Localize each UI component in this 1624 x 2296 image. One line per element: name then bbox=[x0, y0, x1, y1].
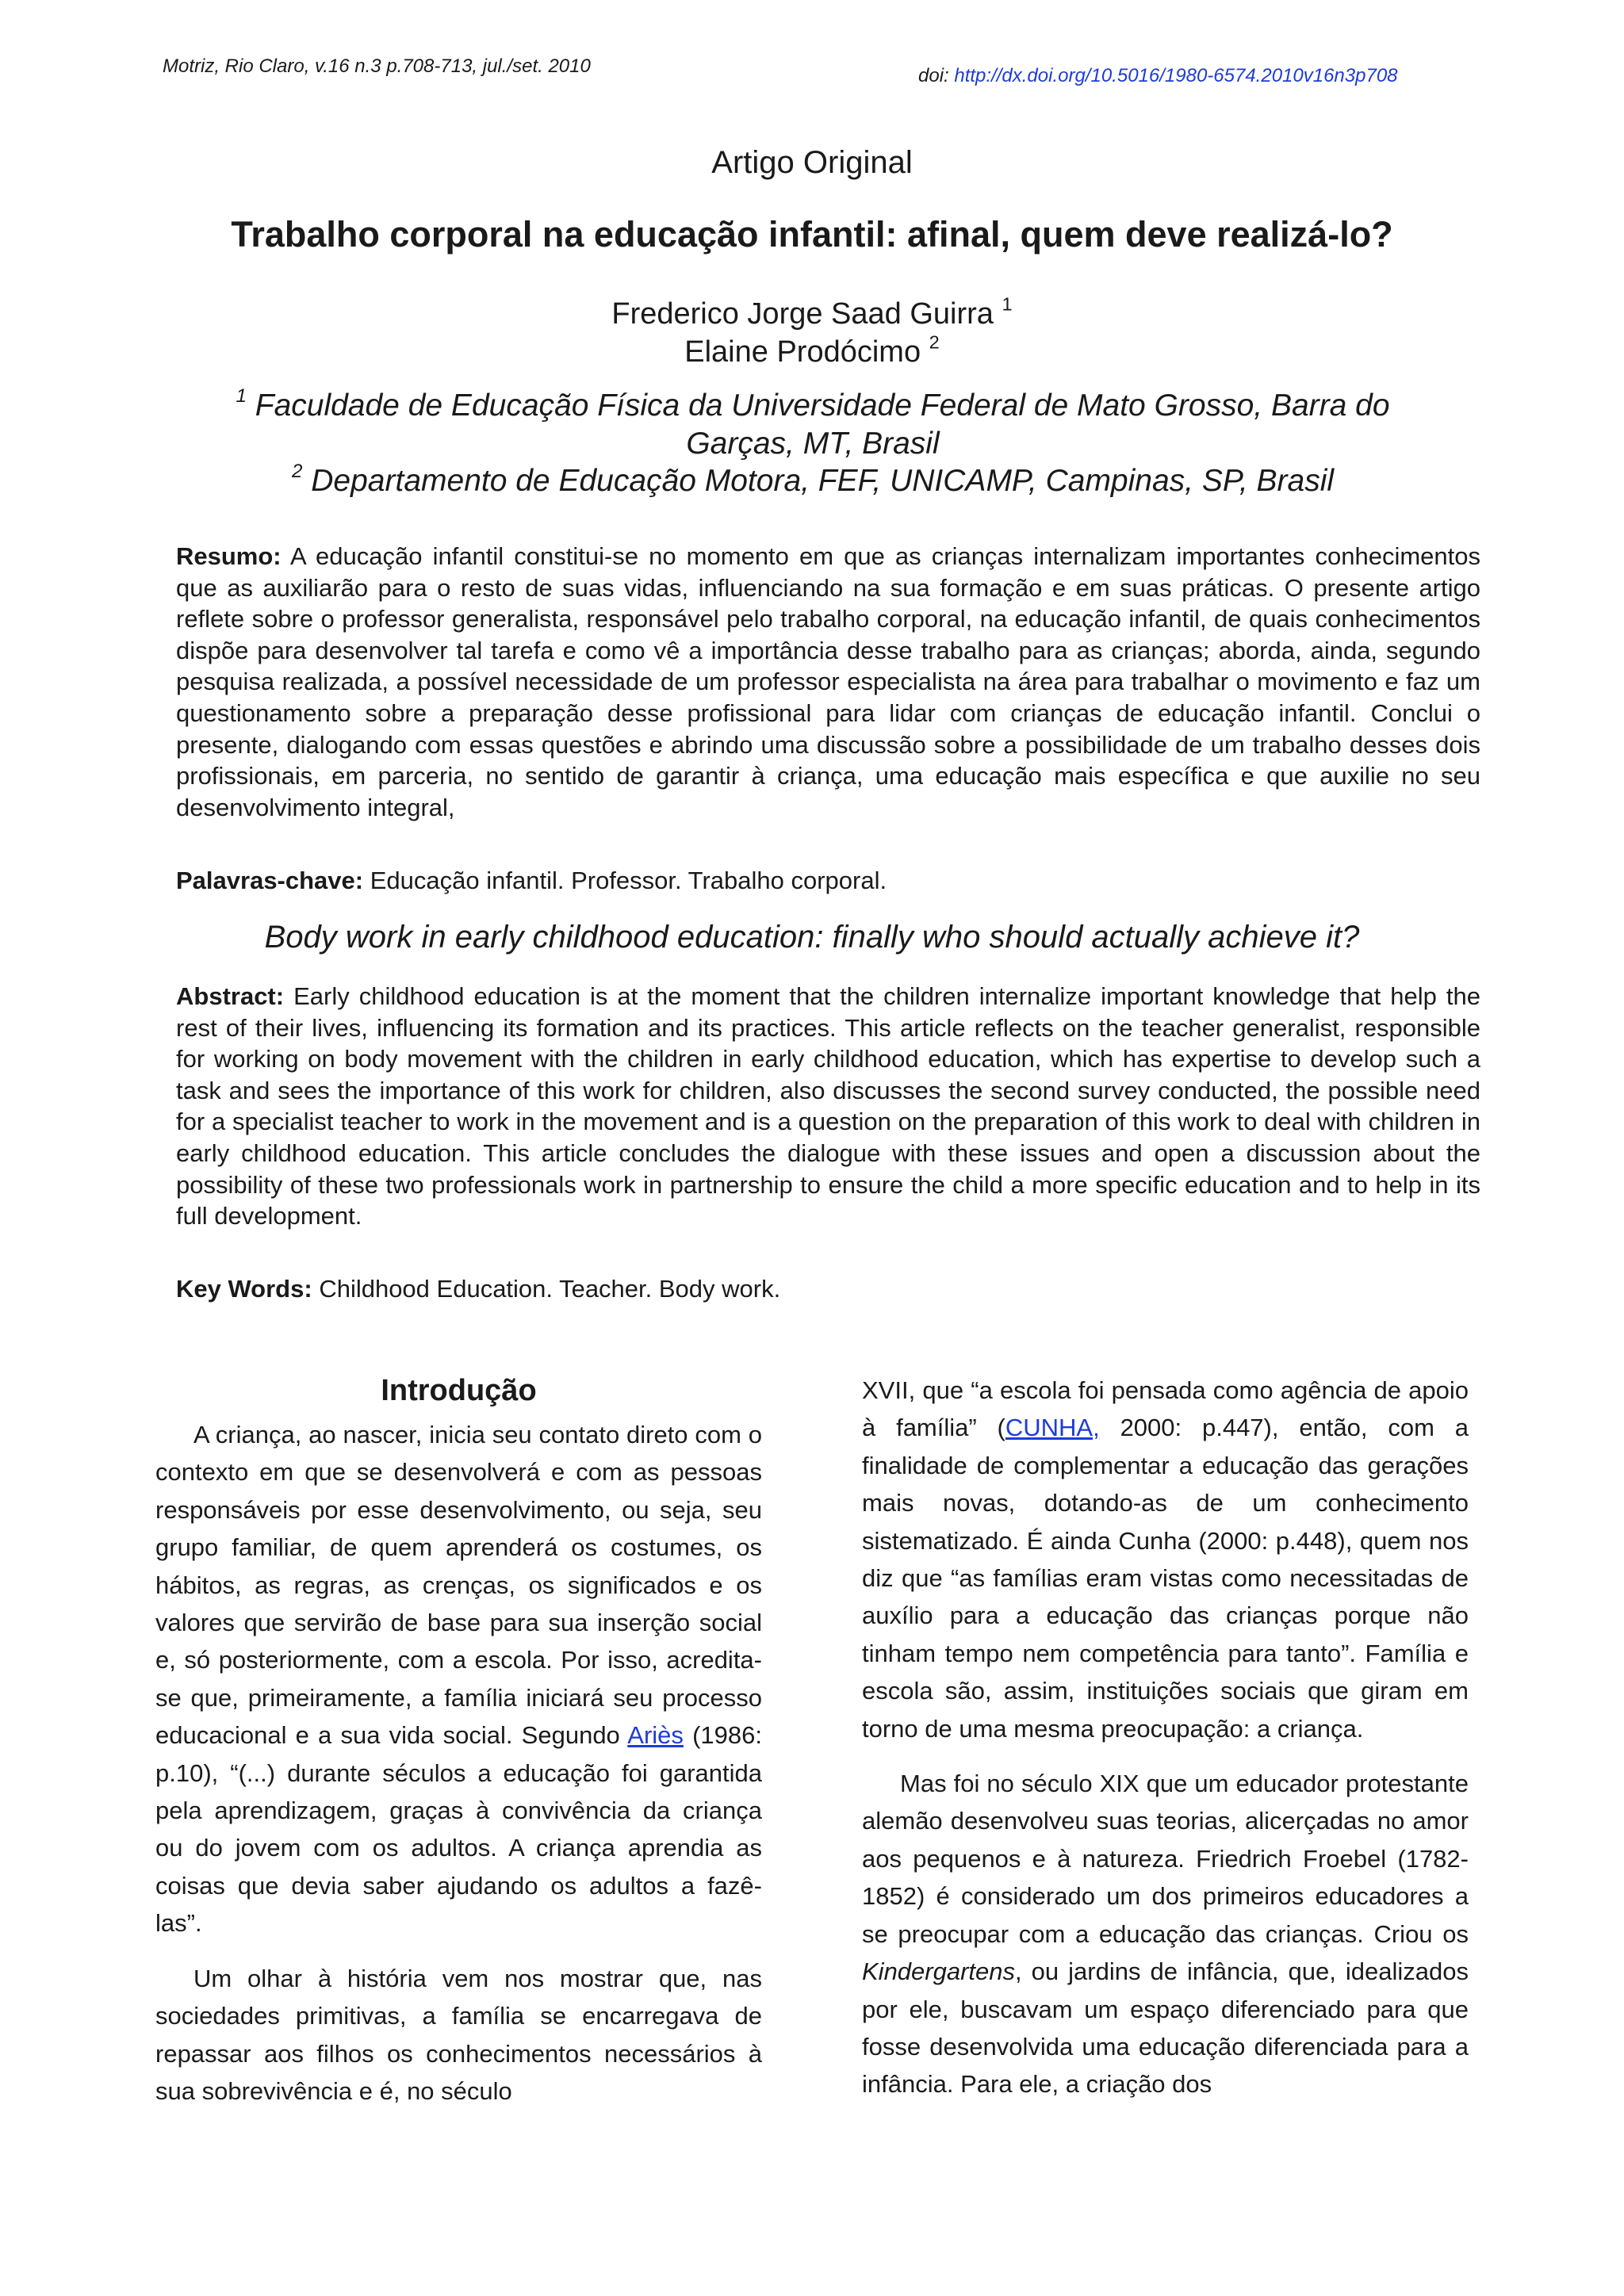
author-1 bbox=[0, 293, 1624, 331]
abstract bbox=[176, 981, 1480, 1232]
affiliation-2 bbox=[182, 462, 1443, 500]
affiliation-text: Departamento de Educação Motora, FEF, UNICAMP, Campinas, SP, Brasil bbox=[311, 464, 1335, 498]
journal-citation: Motriz, Rio Claro, v.16 n.3 p.708-713, jul./set. 2010 bbox=[163, 55, 591, 77]
italic-term: Kindergartens bbox=[862, 1957, 1016, 1986]
key-words-text: Childhood Education. Teacher. Body work. bbox=[319, 1275, 781, 1303]
affiliation-text: Faculdade de Educação Física da Universidade Federal de Mato Grosso, Barra do Garças, MT, Brasil bbox=[255, 388, 1390, 461]
affiliation-mark: 1 bbox=[236, 385, 247, 408]
affiliation-1 bbox=[182, 387, 1443, 463]
key-words-label: Key Words: bbox=[176, 1275, 312, 1303]
palavras-chave bbox=[176, 867, 1480, 895]
paragraph-text: Mas foi no século XIX que um educador protestante alemão desenvolveu suas teorias, alicerçadas no amor aos pequenos e à natureza. Friedrich Froebel (1782-1852) é considerado um dos primeiros educadores a se preocupar com a educação das crianças. Criou os bbox=[862, 1770, 1469, 1948]
doi-link[interactable]: http://dx.doi.org/10.5016/1980-6574.2010v16n3p708 bbox=[954, 65, 1398, 86]
reference-link-aries[interactable]: Ariès bbox=[627, 1721, 684, 1750]
intro-paragraph-3 bbox=[862, 1765, 1469, 2103]
abstract-label: Abstract: bbox=[176, 982, 285, 1010]
palavras-chave-text: Educação infantil. Professor. Trabalho corporal. bbox=[370, 867, 887, 894]
author-2 bbox=[0, 331, 1624, 369]
key-words bbox=[176, 1275, 1480, 1303]
resumo-label: Resumo: bbox=[176, 542, 282, 570]
author-name: Frederico Jorge Saad Guirra bbox=[611, 297, 994, 331]
palavras-chave-label: Palavras-chave: bbox=[176, 867, 364, 894]
intro-paragraph-continued bbox=[862, 1372, 1469, 1747]
abstract-text: Early childhood education is at the moment that the children internalize important knowledge that help the rest of their lives, influencing its formation and its practices. This article reflects on the teacher generalist, responsible for working on body movement with the children in early childhood education, which has expertise to develop such a task and sees the importance of this work for children, also discusses the second survey conducted, the possible need for a specialist teacher to work in the movement and is a question on the preparation of this work to deal with children in early childhood education. This article concludes the dialogue with these issues and open a discussion about the possibility of these two professionals work in partnership to ensure the child a more specific education and to help in its full development. bbox=[176, 982, 1480, 1230]
affiliation-mark: 2 bbox=[291, 461, 303, 483]
article-title: Trabalho corporal na educação infantil: afinal, quem deve realizá-lo? bbox=[231, 214, 1393, 254]
author-mark: 1 bbox=[1002, 293, 1013, 315]
intro-paragraph-1 bbox=[155, 1416, 762, 1942]
paragraph-text: A criança, ao nascer, inicia seu contato direto com o contexto em que se desenvolverá e com as pessoas responsáveis por esse desenvolvimento, ou seja, seu grupo familiar, de quem aprenderá os costumes, os hábitos, as regras, as crenças, os significados e os valores que servirão de base para sua inserção social e, só posteriormente, com a escola. Por isso, acredita-se que, primeiramente, a família iniciará seu processo educacional e a sua vida social. Segundo bbox=[155, 1421, 762, 1750]
paragraph-text: , ou jardins de infância, que, idealizados por ele, buscavam um espaço diferenciado para que fosse desenvolvida uma educação diferenciada para a infância. Para ele, a criação dos bbox=[862, 1957, 1469, 2099]
author-mark: 2 bbox=[929, 331, 940, 353]
doi-line bbox=[918, 65, 1398, 87]
right-column bbox=[862, 1372, 1469, 2103]
doi-label: doi: bbox=[918, 65, 949, 86]
paragraph-text: XVII, que “a escola foi pensada como agência de apoio à família” ( bbox=[862, 1376, 1469, 1442]
resumo-text: A educação infantil constitui-se no momento em que as crianças internalizam importantes conhecimentos que as auxiliarão para o resto de suas vidas, influenciando na sua formação e em suas práticas. O presente artigo reflete sobre o professor generalista, responsável pelo trabalho corporal, na educação infantil, de quais conhecimentos dispõe para desenvolver tal tarefa e como vê a importância desse trabalho para as crianças; aborda, ainda, segundo pesquisa realizada, a possível necessidade de um professor especialista na área para trabalhar o movimento e faz um questionamento sobre a preparação desse profissional para lidar com crianças de educação infantil. Conclui o presente, dialogando com essas questões e abrindo uma discussão sobre a possibilidade de um trabalho desses dois profissionais, em parceria, no sentido de garantir à criança, uma educação mais específica e que auxilie no seu desenvolvimento integral, bbox=[176, 542, 1481, 821]
left-column bbox=[155, 1416, 762, 2110]
intro-paragraph-2: Um olhar à história vem nos mostrar que, nas sociedades primitivas, a família se encarregava de repassar aos filhos os conhecimentos necessários à sua sobrevivência e é, no século bbox=[155, 1964, 762, 2105]
english-title: Body work in early childhood education: finally who should actually achieve it? bbox=[264, 920, 1360, 955]
resumo bbox=[176, 541, 1480, 823]
section-heading-introducao: Introdução bbox=[381, 1374, 537, 1407]
author-name: Elaine Prodócimo bbox=[684, 335, 921, 369]
article-type: Artigo Original bbox=[711, 145, 913, 180]
paragraph-text: 2000: p.447), então, com a finalidade de complementar a educação das gerações mais novas, dotando-as de um conhecimento sistematizado. É ainda Cunha (2000: p.448), quem nos diz que “as famílias eram vistas como necessitadas de auxílio para a educação das crianças porque não tinham tempo nem competência para tanto”. Família e escola são, assim, instituições sociais que giram em torno de uma mesma preocupação: a criança. bbox=[862, 1414, 1469, 1743]
paragraph-text: (1986: p.10), “(...) durante séculos a educação foi garantida pela aprendizagem, graças à convivência da criança ou do jovem com os adultos. A criança aprendia as coisas que devia saber ajudando os adultos a fazê-las”. bbox=[155, 1721, 762, 1938]
reference-link-cunha[interactable]: CUNHA, bbox=[1005, 1414, 1100, 1442]
